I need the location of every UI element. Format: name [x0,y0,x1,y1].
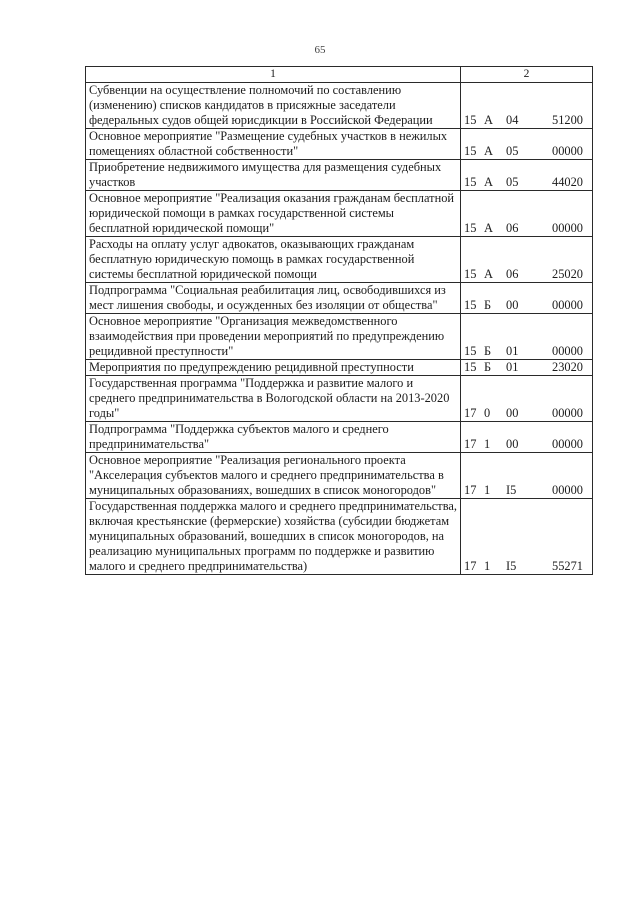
row-code [461,376,593,422]
code-part-3: 05 [506,144,519,158]
code-part-4: 23020 [552,360,583,374]
code-part-1: 15 [464,221,477,235]
code-part-2: А [484,221,493,235]
page-number: 65 [314,44,326,56]
row-code [461,453,593,499]
code-part-2: А [484,267,493,281]
row-description: Основное мероприятие "Организация межведомственного взаимодействия при проведении мероприятий по предупреждению рецидивной преступности" [86,314,461,360]
code-part-1: 15 [464,360,477,374]
code-part-4: 00000 [552,406,583,420]
code-part-1: 17 [464,483,477,497]
code-part-2: 1 [484,437,491,451]
header-col-1: 1 [86,67,461,83]
code-part-2: Б [484,360,492,374]
table-row [86,191,593,237]
code-part-1: 15 [464,267,477,281]
row-code [461,360,593,376]
code-part-1: 17 [464,406,477,420]
code-part-3: 06 [506,221,519,235]
code-part-1: 15 [464,175,477,189]
code-part-4: 00000 [552,221,583,235]
code-part-1: 17 [464,437,477,451]
code-part-3: 00 [506,437,519,451]
code-part-3: I5 [506,483,517,497]
code-part-1: 15 [464,113,477,127]
row-code [461,283,593,314]
row-code [461,422,593,453]
table-row [86,83,593,129]
table-row [86,237,593,283]
row-description: Приобретение недвижимого имущества для размещения судебных участков [86,160,461,191]
code-part-3: 05 [506,175,519,189]
code-part-4: 00000 [552,344,583,358]
row-description: Основное мероприятие "Реализация регионального проекта "Акселерация субъектов малого и среднего предпринимательства в муниципальных образованиях, вошедших в список моногородов" [86,453,461,499]
table-row [86,453,593,499]
code-part-4: 51200 [552,113,583,127]
code-part-3: 00 [506,406,519,420]
code-part-2: Б [484,298,492,312]
code-part-2: 0 [484,406,491,420]
row-description: Расходы на оплату услуг адвокатов, оказывающих гражданам бесплатную юридическую помощь в рамках государственной системы бесплатной юридической помощи [86,237,461,283]
code-part-2: Б [484,344,492,358]
code-part-2: 1 [484,559,491,573]
code-part-3: 04 [506,113,519,127]
row-description: Основное мероприятие "Реализация оказания гражданам бесплатной юридической помощи в рамках государственной системы бесплатной юридической помощи" [86,191,461,237]
code-part-3: 01 [506,360,519,374]
header-col-2: 2 [461,67,593,83]
code-part-2: 1 [484,483,491,497]
code-part-1: 15 [464,298,477,312]
table-row [86,283,593,314]
code-part-4: 55271 [552,559,583,573]
table-row [86,129,593,160]
row-code [461,160,593,191]
code-part-3: 00 [506,298,519,312]
table-row [86,160,593,191]
code-part-2: А [484,144,493,158]
table-row [86,314,593,360]
code-part-3: 01 [506,344,519,358]
code-part-4: 00000 [552,483,583,497]
code-part-4: 25020 [552,267,583,281]
row-description: Подпрограмма "Поддержка субъектов малого и среднего предпринимательства" [86,422,461,453]
row-code [461,314,593,360]
code-part-1: 17 [464,559,477,573]
code-part-4: 00000 [552,437,583,451]
row-description: Государственная программа "Поддержка и развитие малого и среднего предпринимательства в Вологодской области на 2013-2020 годы" [86,376,461,422]
table-header-row [86,67,593,83]
row-code [461,191,593,237]
table-row [86,376,593,422]
row-code [461,499,593,575]
table-row [86,360,593,376]
code-part-1: 15 [464,344,477,358]
row-code [461,83,593,129]
row-description: Подпрограмма "Социальная реабилитация лиц, освободившихся из мест лишения свободы, и осужденных без изоляции от общества" [86,283,461,314]
code-part-3: I5 [506,559,517,573]
code-part-2: А [484,113,493,127]
code-part-4: 44020 [552,175,583,189]
code-part-2: А [484,175,493,189]
row-description: Субвенции на осуществление полномочий по составлению (изменению) списков кандидатов в присяжные заседатели федеральных судов общей юрисдикции в Российской Федерации [86,83,461,129]
code-part-3: 06 [506,267,519,281]
code-part-4: 00000 [552,298,583,312]
table-row [86,422,593,453]
row-description: Государственная поддержка малого и среднего предпринимательства, включая крестьянские (фермерские) хозяйства (субсидии бюджетам муниципальных образований, вошедших в список моногородов, на реализацию муниципальных программ по поддержке и развитию малого и среднего предпринимательства) [86,499,461,575]
budget-classification-table [85,66,593,575]
row-description: Основное мероприятие "Размещение судебных участков в нежилых помещениях областной собственности" [86,129,461,160]
row-description: Мероприятия по предупреждению рецидивной преступности [86,360,461,376]
table-row [86,499,593,575]
code-part-4: 00000 [552,144,583,158]
code-part-1: 15 [464,144,477,158]
row-code [461,129,593,160]
row-code [461,237,593,283]
